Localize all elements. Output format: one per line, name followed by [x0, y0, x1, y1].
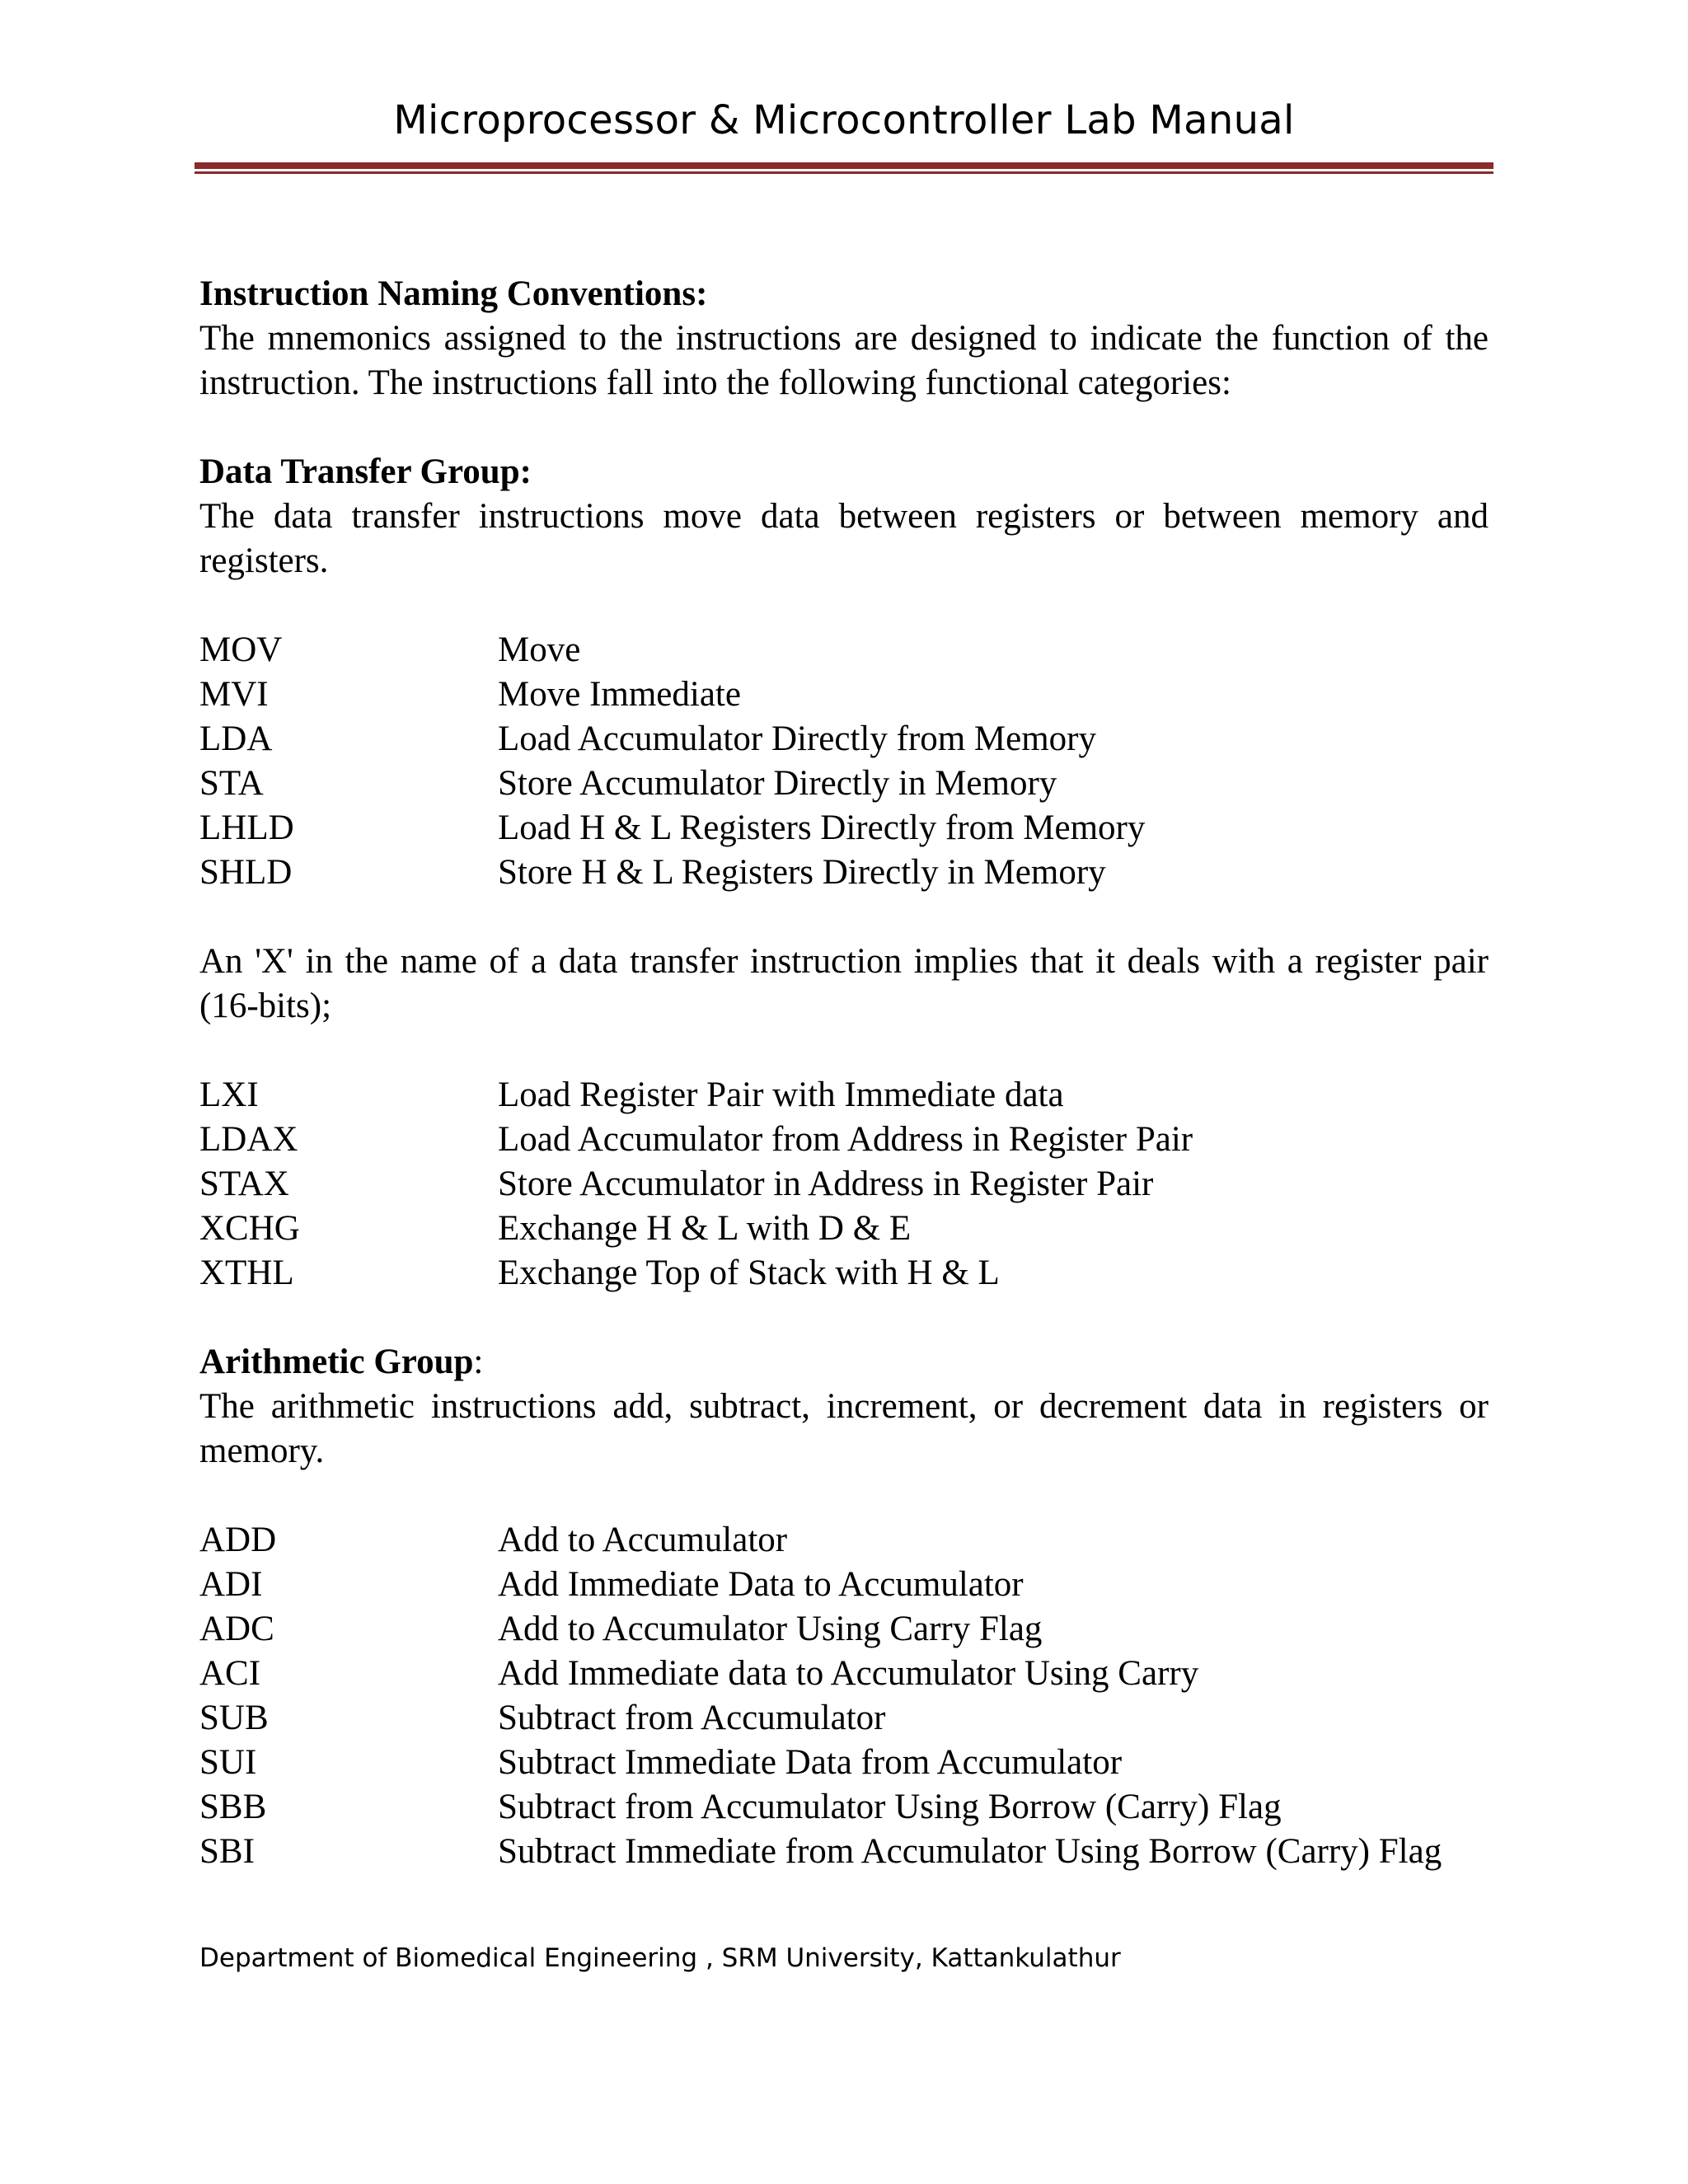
instruction-mnemonic: SUI	[199, 1743, 257, 1782]
instruction-mnemonic: ACI	[199, 1654, 261, 1693]
instruction-description: Move	[498, 630, 581, 669]
arithmetic-instruction-list	[199, 1518, 1489, 1874]
register-pair-note: An 'X' in the name of a data transfer instruction implies that it deals with a register pair (16-bits);	[199, 942, 1489, 1025]
instruction-mnemonic: ADI	[199, 1565, 263, 1604]
instruction-row	[199, 628, 1489, 673]
instruction-mnemonic: ADC	[199, 1610, 274, 1648]
instruction-description: Load Accumulator from Address in Register Pair	[498, 1120, 1193, 1159]
instruction-mnemonic: SBB	[199, 1788, 267, 1826]
arithmetic-heading-line	[199, 1340, 1489, 1385]
naming-conventions-text: The mnemonics assigned to the instructions are designed to indicate the function of the instruction. The instructions fall into the following functional categories:	[199, 319, 1489, 402]
instruction-description: Add Immediate data to Accumulator Using Carry	[498, 1654, 1199, 1693]
instruction-row	[199, 717, 1489, 762]
instruction-row	[199, 1830, 1489, 1874]
instruction-row	[199, 1162, 1489, 1207]
instruction-description: Add to Accumulator	[498, 1521, 788, 1559]
instruction-description: Store Accumulator in Address in Register Pair	[498, 1165, 1154, 1203]
instruction-row	[199, 1251, 1489, 1296]
instruction-mnemonic: STA	[199, 764, 264, 803]
instruction-row	[199, 1563, 1489, 1607]
instruction-row	[199, 1785, 1489, 1830]
instruction-mnemonic: MOV	[199, 630, 283, 669]
instruction-row	[199, 1118, 1489, 1162]
instruction-mnemonic: XTHL	[199, 1254, 294, 1292]
header-rule-thick	[195, 162, 1493, 169]
header-rule-thin	[195, 171, 1493, 174]
instruction-mnemonic: LHLD	[199, 808, 294, 847]
instruction-row	[199, 851, 1489, 895]
instruction-description: Store H & L Registers Directly in Memory	[498, 853, 1106, 892]
instruction-row	[199, 762, 1489, 806]
arithmetic-text: The arithmetic instructions add, subtract, increment, or decrement data in registers or memory.	[199, 1387, 1489, 1470]
instruction-mnemonic: SHLD	[199, 853, 293, 892]
instruction-mnemonic: MVI	[199, 675, 269, 714]
instruction-description: Load Register Pair with Immediate data	[498, 1076, 1064, 1114]
instruction-row	[199, 1696, 1489, 1741]
instruction-mnemonic: STAX	[199, 1165, 289, 1203]
instruction-description: Subtract Immediate Data from Accumulator	[498, 1743, 1123, 1782]
page-header-title: Microprocessor & Microcontroller Lab Manual	[393, 97, 1295, 143]
data-transfer-instruction-list	[199, 628, 1489, 895]
page-content	[199, 272, 1489, 1874]
instruction-description: Move Immediate	[498, 675, 741, 714]
data-transfer-heading: Data Transfer Group:	[199, 452, 532, 491]
instruction-description: Add to Accumulator Using Carry Flag	[498, 1610, 1043, 1648]
page-footer: Department of Biomedical Engineering , SRM University, Kattankulathur	[199, 1943, 1121, 1973]
instruction-row	[199, 1207, 1489, 1251]
instruction-description: Exchange Top of Stack with H & L	[498, 1254, 1000, 1292]
instruction-mnemonic: LXI	[199, 1076, 259, 1114]
instruction-row	[199, 1607, 1489, 1652]
instruction-description: Exchange H & L with D & E	[498, 1209, 912, 1248]
instruction-mnemonic: ADD	[199, 1521, 277, 1559]
instruction-description: Subtract from Accumulator	[498, 1699, 886, 1737]
instruction-row	[199, 806, 1489, 851]
instruction-mnemonic: LDA	[199, 719, 273, 758]
instruction-description: Load Accumulator Directly from Memory	[498, 719, 1097, 758]
instruction-description: Add Immediate Data to Accumulator	[498, 1565, 1024, 1604]
instruction-description: Store Accumulator Directly in Memory	[498, 764, 1057, 803]
instruction-mnemonic: SBI	[199, 1832, 255, 1871]
instruction-row	[199, 673, 1489, 717]
arithmetic-heading: Arithmetic Group	[199, 1343, 474, 1381]
instruction-description: Subtract Immediate from Accumulator Using Borrow (Carry) Flag	[498, 1832, 1442, 1871]
instruction-description: Load H & L Registers Directly from Memory	[498, 808, 1146, 847]
register-pair-instruction-list	[199, 1073, 1489, 1296]
arithmetic-heading-colon: :	[473, 1343, 484, 1381]
instruction-row	[199, 1652, 1489, 1696]
instruction-row	[199, 1073, 1489, 1118]
naming-conventions-heading: Instruction Naming Conventions:	[199, 274, 708, 313]
instruction-mnemonic: SUB	[199, 1699, 269, 1737]
instruction-description: Subtract from Accumulator Using Borrow (Carry) Flag	[498, 1788, 1282, 1826]
instruction-row	[199, 1518, 1489, 1563]
data-transfer-text: The data transfer instructions move data between registers or between memory and registers.	[199, 497, 1489, 580]
instruction-mnemonic: LDAX	[199, 1120, 298, 1159]
instruction-row	[199, 1741, 1489, 1785]
instruction-mnemonic: XCHG	[199, 1209, 300, 1248]
